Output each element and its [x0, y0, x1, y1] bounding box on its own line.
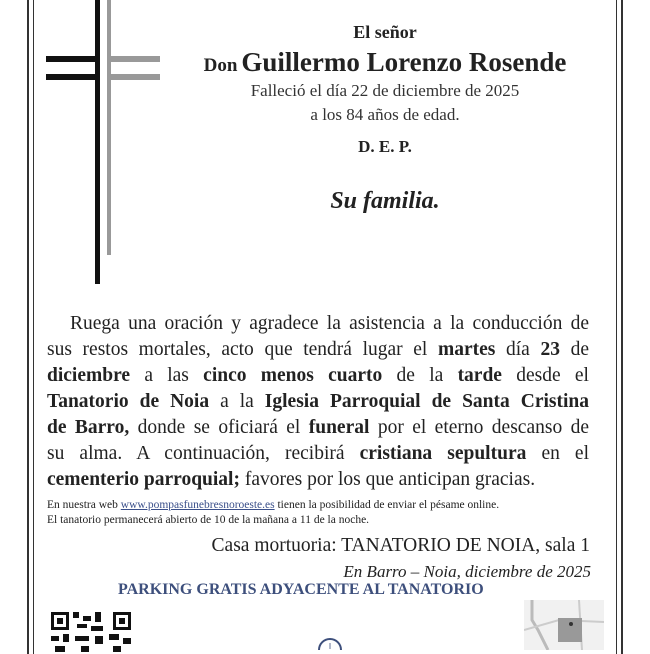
- text: a la: [209, 391, 265, 412]
- paragraph-line: [47, 417, 589, 439]
- casa-mortuoria: Casa mortuoria: TANATORIO DE NOIA, sala 1: [211, 535, 590, 556]
- bold-text: martes: [437, 339, 496, 360]
- text: a las: [130, 365, 204, 386]
- border-left: [27, 0, 34, 654]
- website-link[interactable]: www.pompasfunebresnoroeste.es: [120, 499, 275, 511]
- death-date: Falleció el día 22 de diciembre de 2025: [250, 81, 520, 100]
- bold-text: tarde: [457, 365, 502, 386]
- text: día: [495, 339, 541, 360]
- paragraph-line: [47, 443, 589, 465]
- bold-text: de Barro,: [47, 417, 130, 438]
- place-date: En Barro – Noia, diciembre de 2025: [343, 562, 591, 581]
- bold-text: Tanatorio de Noia: [47, 391, 210, 412]
- hours-note: El tanatorio permanecerá abierto de 10 de la mañana a 11 de la noche.: [47, 514, 370, 526]
- bold-text: diciembre: [47, 365, 131, 386]
- text: sus restos mortales, acto que tendrá lugar el: [47, 339, 438, 360]
- text: de la: [382, 365, 458, 386]
- text: en el: [526, 443, 590, 464]
- qr-code-icon: [51, 612, 131, 652]
- paragraph-line: [47, 365, 589, 387]
- intro: El señor: [353, 22, 417, 42]
- bold-text: 23: [540, 339, 560, 360]
- text: donde se oficiará el: [129, 417, 309, 438]
- bold-text: cristiana sepultura: [359, 443, 527, 464]
- dep: D. E. P.: [358, 137, 412, 156]
- parking-note: PARKING GRATIS ADYACENTE AL TANATORIO: [118, 581, 484, 598]
- paragraph-line: [70, 313, 589, 335]
- bold-text: cementerio parroquial;: [47, 469, 240, 490]
- text: Ruega una oración y agradece la asistencia a la conducción de: [70, 313, 589, 334]
- web-note: [47, 499, 499, 511]
- paragraph-line: [47, 339, 589, 361]
- border-right: [616, 0, 623, 654]
- map-icon: [524, 600, 604, 650]
- paragraph-line: [47, 391, 589, 413]
- text: favores por los que anticipan gracias.: [239, 469, 536, 490]
- age: a los 84 años de edad.: [310, 105, 460, 124]
- web-note-suffix: tienen la posibilidad de enviar el pésame online.: [274, 499, 500, 511]
- web-note-prefix: En nuestra web: [47, 499, 121, 511]
- svg-text:‖: ‖: [328, 642, 332, 650]
- deceased-name: [170, 47, 600, 78]
- paragraph-line: [47, 469, 589, 491]
- text: desde el: [501, 365, 589, 386]
- name-prefix: Don: [203, 55, 238, 76]
- family: Su familia.: [330, 188, 440, 214]
- text: su alma. A continuación, recibirá: [47, 443, 360, 464]
- name: Guillermo Lorenzo Rosende: [241, 47, 567, 77]
- bold-text: cinco menos cuarto: [203, 365, 383, 386]
- text: por el eterno descanso de: [369, 417, 589, 438]
- text: de: [559, 339, 590, 360]
- bold-text: funeral: [308, 417, 370, 438]
- bold-text: Iglesia Parroquial de Santa Cristina: [264, 391, 589, 412]
- funeral-home-logo-icon: [315, 634, 345, 650]
